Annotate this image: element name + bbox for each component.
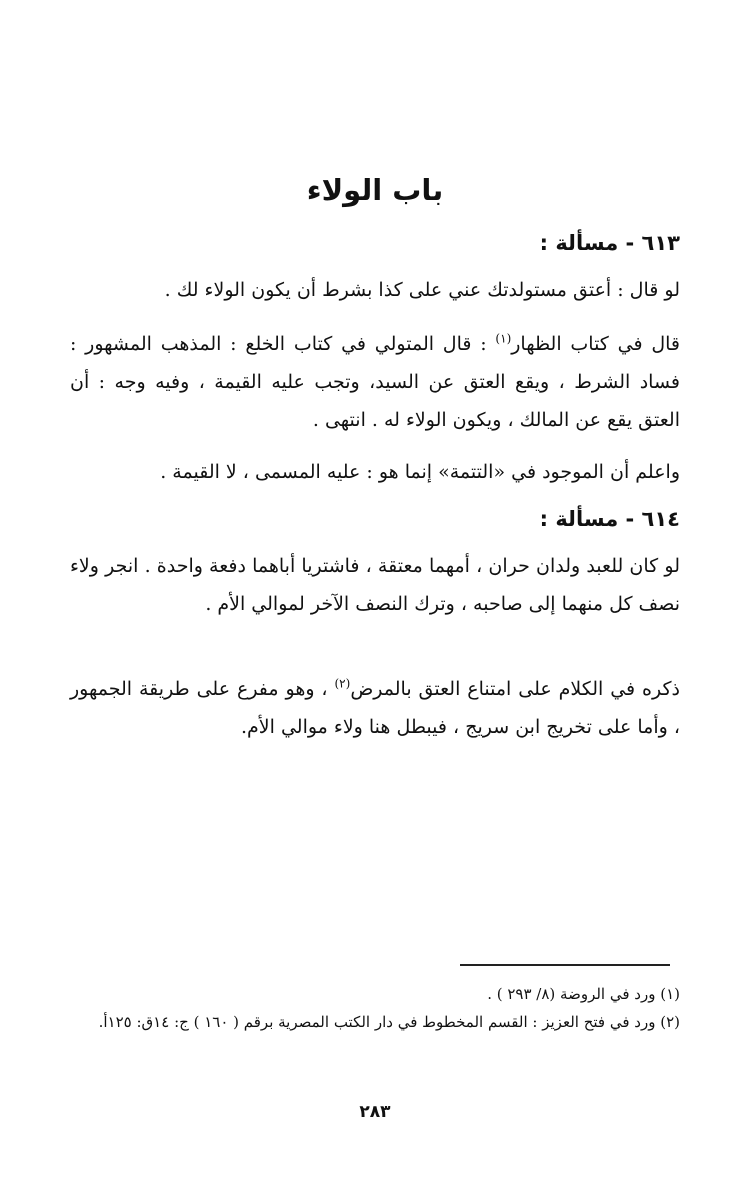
issue-614-paragraph-2	[70, 670, 680, 746]
issue-614-paragraph-2-text-b: ، وهو مفرع على طريقة الجمهور ، وأما على تخريج ابن سريج ، فيبطل هنا ولاء موالي الأم.	[70, 678, 680, 738]
issue-613-para-3-block	[70, 453, 680, 491]
footnote-reference-1: (١)	[495, 331, 512, 346]
issue-614-para-2-block	[70, 670, 680, 746]
footnote-divider	[460, 964, 670, 966]
page-number: ٢٨٣	[359, 1102, 391, 1122]
issue-613-paragraph-2	[70, 325, 680, 439]
issue-613-heading-block	[70, 226, 680, 260]
issue-613-paragraph-1: لو قال : أعتق مستولدتك عني على كذا بشرط أن يكون الولاء لك .	[164, 279, 680, 301]
issue-613-para-2-block	[70, 325, 680, 439]
issue-614-heading: ٦١٤ - مسألة :	[539, 507, 680, 531]
footnotes	[68, 980, 680, 1036]
issue-613-heading: ٦١٣ - مسألة :	[539, 231, 680, 255]
issue-613-paragraph-2-text-a: قال في كتاب الظهار	[511, 333, 680, 355]
footnote-reference-2: (٢)	[334, 676, 351, 691]
footnote-1: (١) ورد في الروضة (٨/ ٢٩٣ ) .	[487, 985, 680, 1003]
issue-613-paragraph-3: واعلم أن الموجود في «التتمة» إنما هو : عليه المسمى ، لا القيمة .	[160, 461, 680, 483]
issue-614-para-1-block	[70, 547, 680, 623]
footnote-2: (٢) ورد في فتح العزيز : القسم المخطوط في دار الكتب المصرية برقم ( ١٦٠ ) ج: ١٤ق: ١٢٥أ.	[98, 1013, 680, 1031]
issue-614-paragraph-1: لو كان للعبد ولدان حران ، أمهما معتقة ، فاشتريا أباهما دفعة واحدة . انجر ولاء نصف كل منهما إلى صاحبه ، وترك النصف الآخر لموالي الأم .	[70, 555, 680, 615]
issue-614-paragraph-2-text-a: ذكره في الكلام على امتناع العتق بالمرض	[350, 678, 680, 700]
issue-613-para-1-block	[70, 271, 680, 309]
issue-614-heading-block	[70, 502, 680, 536]
issue-613-paragraph-2-text-b: : قال المتولي في كتاب الخلع : المذهب المشهور : فساد الشرط ، ويقع العتق عن السيد، وتجب عليه القيمة ، وفيه وجه : أن العتق يقع عن المالك ، ويكون الولاء له . انتهى .	[70, 333, 680, 431]
chapter-title: باب الولاء	[306, 173, 444, 207]
